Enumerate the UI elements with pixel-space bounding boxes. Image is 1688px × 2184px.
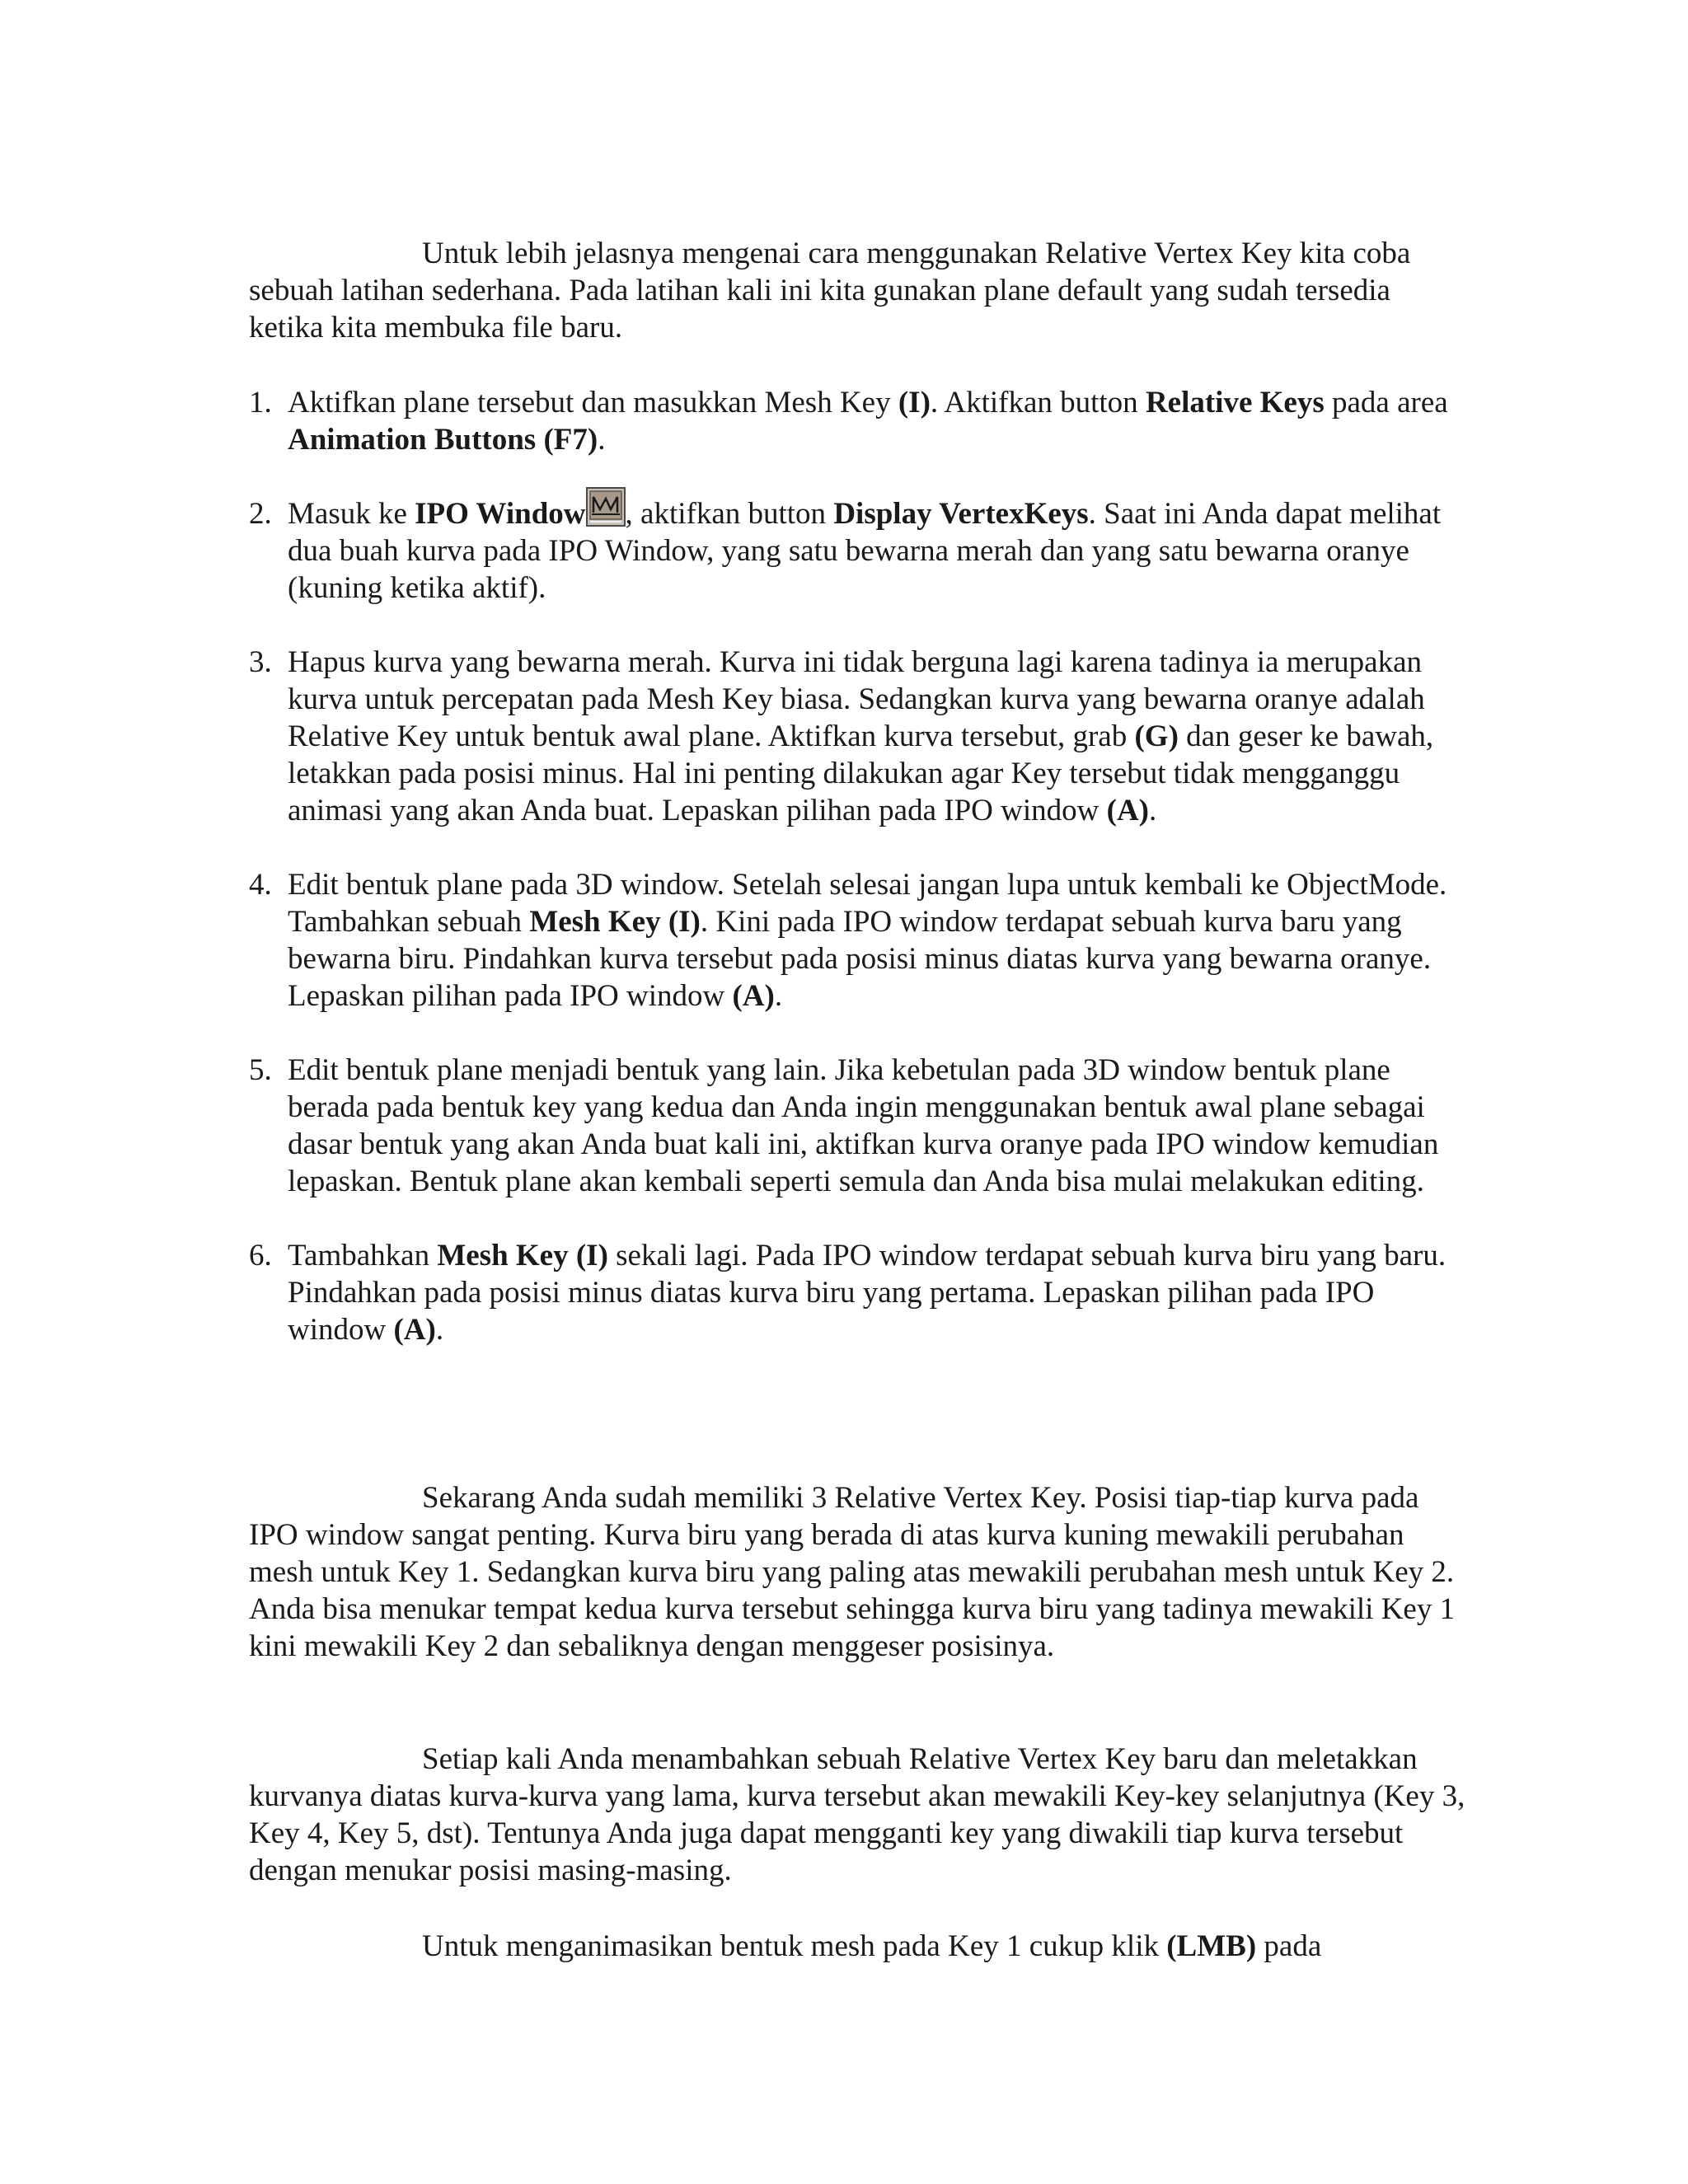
step-number: 4. xyxy=(249,868,272,902)
step-bold: Relative Keys xyxy=(1145,386,1325,419)
step-bold: (G) xyxy=(1134,719,1179,753)
step-text: sekali lagi. Pada IPO window terdapat sebuah kurva biru yang baru. Pindahkan pada posisi minus diatas kurva biru yang pertama. Lepaskan pilihan pada IPO window xyxy=(288,1239,1447,1347)
step-text: . Saat ini Anda dapat melihat dua buah kurva pada IPO Window, yang satu bewarna merah dan yang satu bewarna oranye (kuning ketika aktif). xyxy=(288,497,1442,605)
step-number: 3. xyxy=(249,645,272,679)
step-bold: (A) xyxy=(393,1313,436,1347)
paragraph-text: pada xyxy=(1256,1929,1322,1963)
step-bold: (A) xyxy=(1106,794,1149,827)
step-bold: (I) xyxy=(898,386,931,419)
step-5 xyxy=(249,1052,1469,1200)
step-text: . Aktifkan button xyxy=(930,386,1146,419)
step-2 xyxy=(249,495,1469,607)
step-text: Masuk ke xyxy=(288,497,415,531)
step-text: . xyxy=(774,979,783,1013)
step-1 xyxy=(249,384,1469,458)
step-text: . xyxy=(435,1313,444,1347)
step-4 xyxy=(249,866,1469,1015)
step-text: Hapus kurva yang bewarna merah. Kurva ini tidak berguna lagi karena tadinya ia merupakan kurva untuk percepatan pada Mesh Key biasa. Sedangkan kurva yang bewarna oranye adalah Relative Key untuk bentuk awal plane. Aktifkan kurva tersebut, grab xyxy=(288,645,1425,753)
ipo-window-icon xyxy=(586,487,626,527)
step-text: Edit bentuk plane menjadi bentuk yang lain. Jika kebetulan pada 3D window bentuk plane berada pada bentuk key yang kedua dan Anda ingin menggunakan bentuk awal plane sebagai dasar bentuk yang akan Anda buat kali ini, aktifkan kurva oranye pada IPO window kemudian lepaskan. Bentuk plane akan kembali seperti semula dan Anda bisa mulai melakukan editing. xyxy=(288,1053,1439,1198)
step-number: 6. xyxy=(249,1239,272,1272)
step-bold: Display VertexKeys xyxy=(833,497,1089,531)
step-bold: (A) xyxy=(732,979,775,1013)
step-text: , aktifkan button xyxy=(625,497,834,531)
paragraph-bold: (LMB) xyxy=(1166,1929,1257,1963)
step-text: . xyxy=(1149,794,1157,827)
paragraph-animate xyxy=(249,1928,1469,1965)
step-number: 1. xyxy=(249,386,272,419)
step-bold: Mesh Key (I) xyxy=(529,905,701,939)
paragraph-adding-keys xyxy=(249,1741,1469,1889)
steps-list xyxy=(249,384,1469,1385)
step-bold: IPO Window xyxy=(415,497,586,531)
step-text: Edit bentuk plane pada 3D window. Setelah selesai jangan lupa untuk kembali ke ObjectMode. Tambahkan sebuah xyxy=(288,868,1447,939)
step-text: pada area xyxy=(1324,386,1448,419)
paragraph-text: Setiap kali Anda menambahkan sebuah Relative Vertex Key baru dan meletakkan kurvanya diatas kurva-kurva yang lama, kurva tersebut akan mewakili Key-key selanjutnya (Key 3, Key 4, Key 5, dst). Tentunya Anda juga dapat mengganti key yang diwakili tiap kurva tersebut dengan menukar posisi masing-masing. xyxy=(249,1742,1465,1887)
step-text: dan geser ke bawah, letakkan pada posisi minus. Hal ini penting dilakukan agar Key tersebut tidak mengganggu animasi yang akan Anda buat. Lepaskan pilihan pada IPO window xyxy=(288,719,1434,827)
paragraph-text: Untuk menganimasikan bentuk mesh pada Key 1 cukup klik xyxy=(422,1929,1167,1963)
paragraph-text: Sekarang Anda sudah memiliki 3 Relative Vertex Key. Posisi tiap-tiap kurva pada IPO window sangat penting. Kurva biru yang berada di atas kurva kuning mewakili perubahan mesh untuk Key 1. Sedangkan kurva biru yang paling atas mewakili perubahan mesh untuk Key 2. Anda bisa menukar tempat kedua kurva tersebut sehingga kurva biru yang tadinya mewakili Key 1 kini mewakili Key 2 dan sebaliknya dengan menggeser posisinya. xyxy=(249,1481,1456,1663)
paragraph-relative-keys xyxy=(249,1479,1469,1665)
step-number: 5. xyxy=(249,1053,272,1087)
step-bold: Mesh Key (I) xyxy=(437,1239,608,1272)
step-text: . Kini pada IPO window terdapat sebuah kurva baru yang bewarna biru. Pindahkan kurva tersebut pada posisi minus diatas kurva yang bewarna oranye. Lepaskan pilihan pada IPO window xyxy=(288,905,1432,1013)
step-6 xyxy=(249,1237,1469,1348)
step-number: 2. xyxy=(249,497,272,531)
step-text: Tambahkan xyxy=(288,1239,438,1272)
step-text: Aktifkan plane tersebut dan masukkan Mesh Key xyxy=(288,386,898,419)
step-bold: Animation Buttons (F7) xyxy=(288,423,598,457)
intro-paragraph xyxy=(249,235,1469,346)
step-3 xyxy=(249,644,1469,829)
step-text: . xyxy=(598,423,606,457)
intro-text: Untuk lebih jelasnya mengenai cara menggunakan Relative Vertex Key kita coba sebuah latihan sederhana. Pada latihan kali ini kita gunakan plane default yang sudah tersedia ketika kita membuka file baru. xyxy=(249,237,1411,344)
